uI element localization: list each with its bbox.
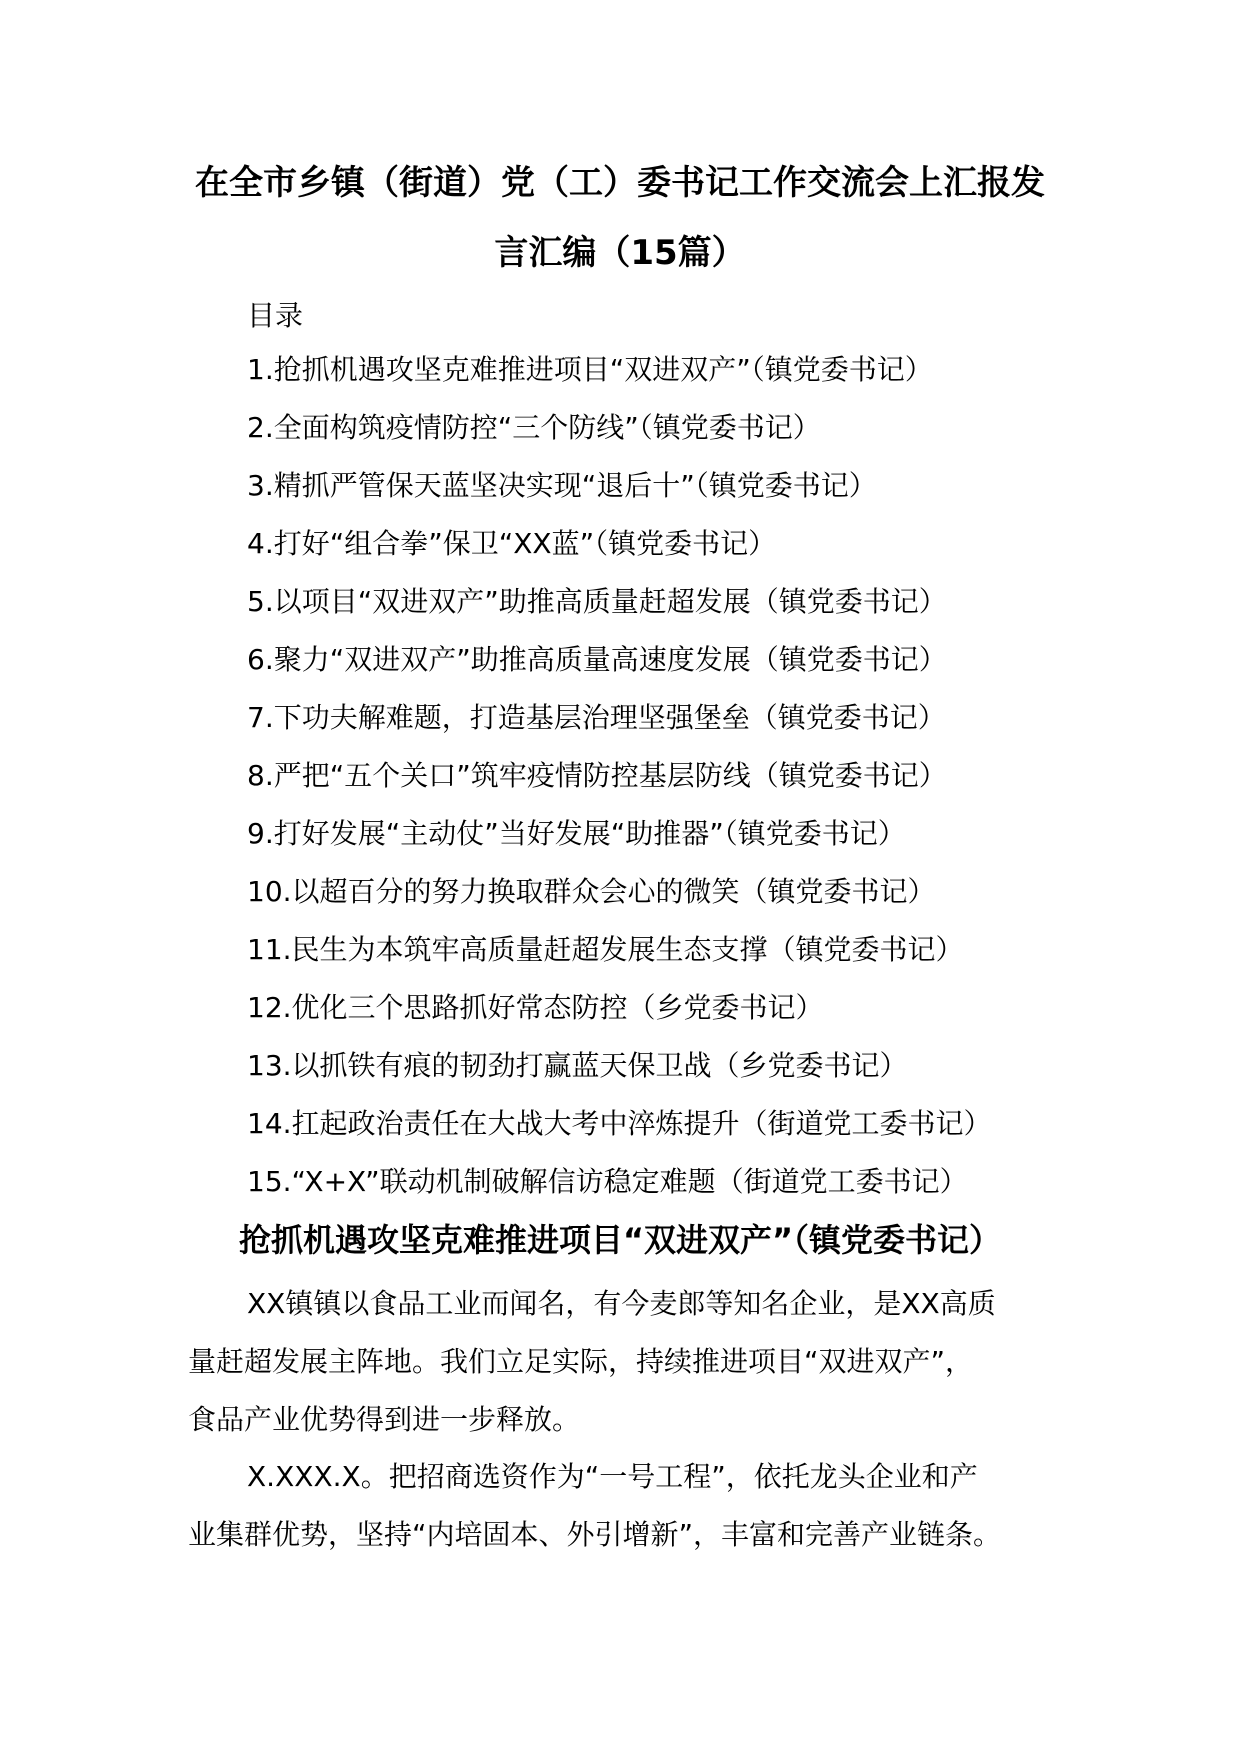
document-title-line-1: 在全市乡镇（街道）党（工）委书记工作交流会上汇报发 [195,163,1045,203]
toc-item-7: 7.下功夫解难题，打造基层治理坚强堡垒（镇党委书记） [247,701,946,734]
section-heading: 抢抓机遇攻坚克难推进项目“双进双产”（镇党委书记） [238,1221,1002,1259]
body-paragraph-2 [188,1448,1068,1564]
toc-item-4: 4.打好“组合拳”保卫“XX蓝”（镇党委书记） [247,527,777,560]
toc-heading: 目录 [247,299,304,332]
paragraph-line: 量赶超发展主阵地。我们立足实际，持续推进项目“双进双产”， [188,1345,974,1378]
toc-item-5: 5.以项目“双进双产”助推高质量赶超发展（镇党委书记） [247,585,947,618]
toc-item-12: 12.优化三个思路抓好常态防控（乡党委书记） [247,991,824,1024]
toc-item-15: 15.“X+X”联动机制破解信访稳定难题（街道党工委书记） [247,1165,968,1198]
toc-item-9: 9.打好发展“主动仗”当好发展“助推器”（镇党委书记） [247,817,906,850]
paragraph-line: XX镇镇以食品工业而闻名，有今麦郎等知名企业，是XX高质 [247,1287,996,1320]
toc-item-8: 8.严把“五个关口”筑牢疫情防控基层防线（镇党委书记） [247,759,947,792]
body-paragraph-1 [188,1275,1068,1449]
paragraph-line: 业集群优势，坚持“内培固本、外引增新”，丰富和完善产业链条。 [188,1518,1002,1551]
toc-item-13: 13.以抓铁有痕的韧劲打赢蓝天保卫战（乡党委书记） [247,1049,908,1082]
paragraph-line: 食品产业优势得到进一步释放。 [188,1403,581,1436]
toc-item-11: 11.民生为本筑牢高质量赶超发展生态支撑（镇党委书记） [247,933,964,966]
toc-item-10: 10.以超百分的努力换取群众会心的微笑（镇党委书记） [247,875,936,908]
toc-item-6: 6.聚力“双进双产”助推高质量高速度发展（镇党委书记） [247,643,947,676]
toc-item-2: 2.全面构筑疫情防控“三个防线”（镇党委书记） [247,411,821,444]
table-of-contents [247,352,992,1222]
toc-item-1: 1.抢抓机遇攻坚克难推进项目“双进双产”（镇党委书记） [247,353,933,386]
document-title-line-2: 言汇编（15篇） [494,233,746,273]
toc-item-14: 14.扛起政治责任在大战大考中淬炼提升（街道党工委书记） [247,1107,992,1140]
toc-item-3: 3.精抓严管保天蓝坚决实现“退后十”（镇党委书记） [247,469,877,502]
paragraph-line: X.XXX.X。把招商选资作为“一号工程”，依托龙头企业和产 [247,1460,978,1493]
